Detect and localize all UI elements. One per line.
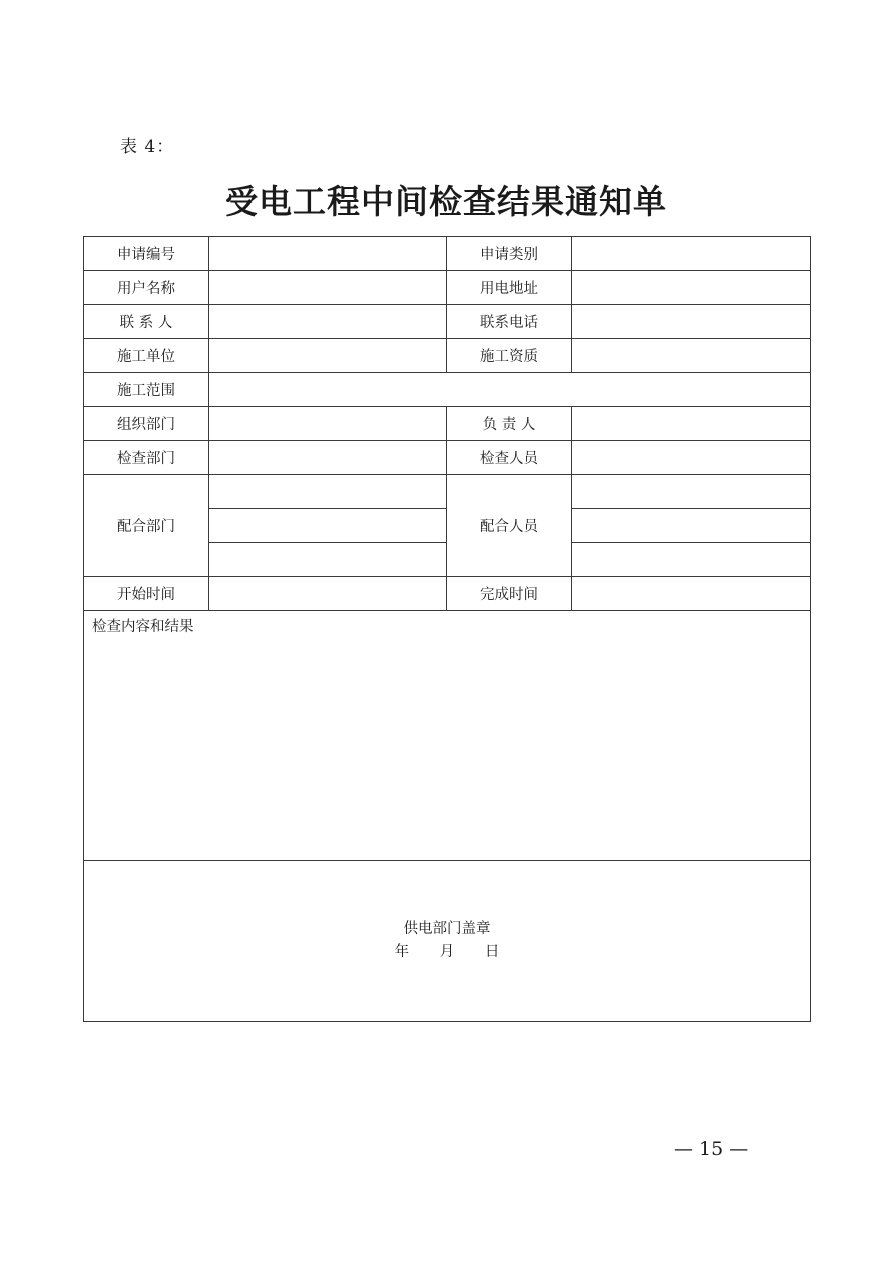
apply-no-label: 申请编号 [84,237,209,271]
coop-staff-label: 配合人员 [447,475,572,577]
form-row-inspection [84,441,811,475]
address-label: 用电地址 [447,271,572,305]
apply-type-field[interactable] [572,237,811,271]
seal-label: 供电部门盖章 [403,921,491,937]
form-row-scope [84,373,811,407]
seal-date [84,941,810,964]
construction-unit-field[interactable] [209,339,447,373]
inspector-label: 检查人员 [447,441,572,475]
table-number-label: 表 4： [120,137,175,157]
form-row-seal [84,861,811,1022]
form-row-user [84,271,811,305]
qualification-label: 施工资质 [447,339,572,373]
scope-label: 施工范围 [84,373,209,407]
start-time-field[interactable] [209,577,447,611]
start-time-label: 开始时间 [84,577,209,611]
inspection-content-field[interactable] [84,611,811,861]
form-row-application [84,237,811,271]
qualification-field[interactable] [572,339,811,373]
org-dept-label: 组织部门 [84,407,209,441]
contact-label: 联 系 人 [84,305,209,339]
responsible-label: 负 责 人 [447,407,572,441]
coop-dept-field-1[interactable] [209,475,447,509]
construction-unit-label: 施工单位 [84,339,209,373]
notice-form-table [83,236,811,1022]
form-row-contact [84,305,811,339]
coop-staff-field-1[interactable] [572,475,811,509]
form-row-content [84,611,811,861]
finish-time-label: 完成时间 [447,577,572,611]
coop-dept-field-3[interactable] [209,543,447,577]
inspect-dept-label: 检查部门 [84,441,209,475]
phone-field[interactable] [572,305,811,339]
inspector-field[interactable] [572,441,811,475]
inspect-dept-field[interactable] [209,441,447,475]
responsible-field[interactable] [572,407,811,441]
content-label: 检查内容和结果 [92,619,194,635]
coop-staff-field-2[interactable] [572,509,811,543]
phone-label: 联系电话 [447,305,572,339]
contact-field[interactable] [209,305,447,339]
form-row-cooperation-1 [84,475,811,509]
date-day-label: 日 [484,944,500,960]
coop-dept-field-2[interactable] [209,509,447,543]
scope-field[interactable] [209,373,811,407]
form-row-construction [84,339,811,373]
date-month-label: 月 [439,944,455,960]
form-row-time [84,577,811,611]
apply-type-label: 申请类别 [447,237,572,271]
document-title: 受电工程中间检查结果通知单 [225,182,667,221]
address-field[interactable] [572,271,811,305]
date-year-label: 年 [394,944,410,960]
form-row-organization [84,407,811,441]
coop-staff-field-3[interactable] [572,543,811,577]
apply-no-field[interactable] [209,237,447,271]
seal-area [84,861,811,1022]
coop-dept-label: 配合部门 [84,475,209,577]
user-name-label: 用户名称 [84,271,209,305]
org-dept-field[interactable] [209,407,447,441]
page-number: — 15 — [674,1138,749,1160]
finish-time-field[interactable] [572,577,811,611]
user-name-field[interactable] [209,271,447,305]
